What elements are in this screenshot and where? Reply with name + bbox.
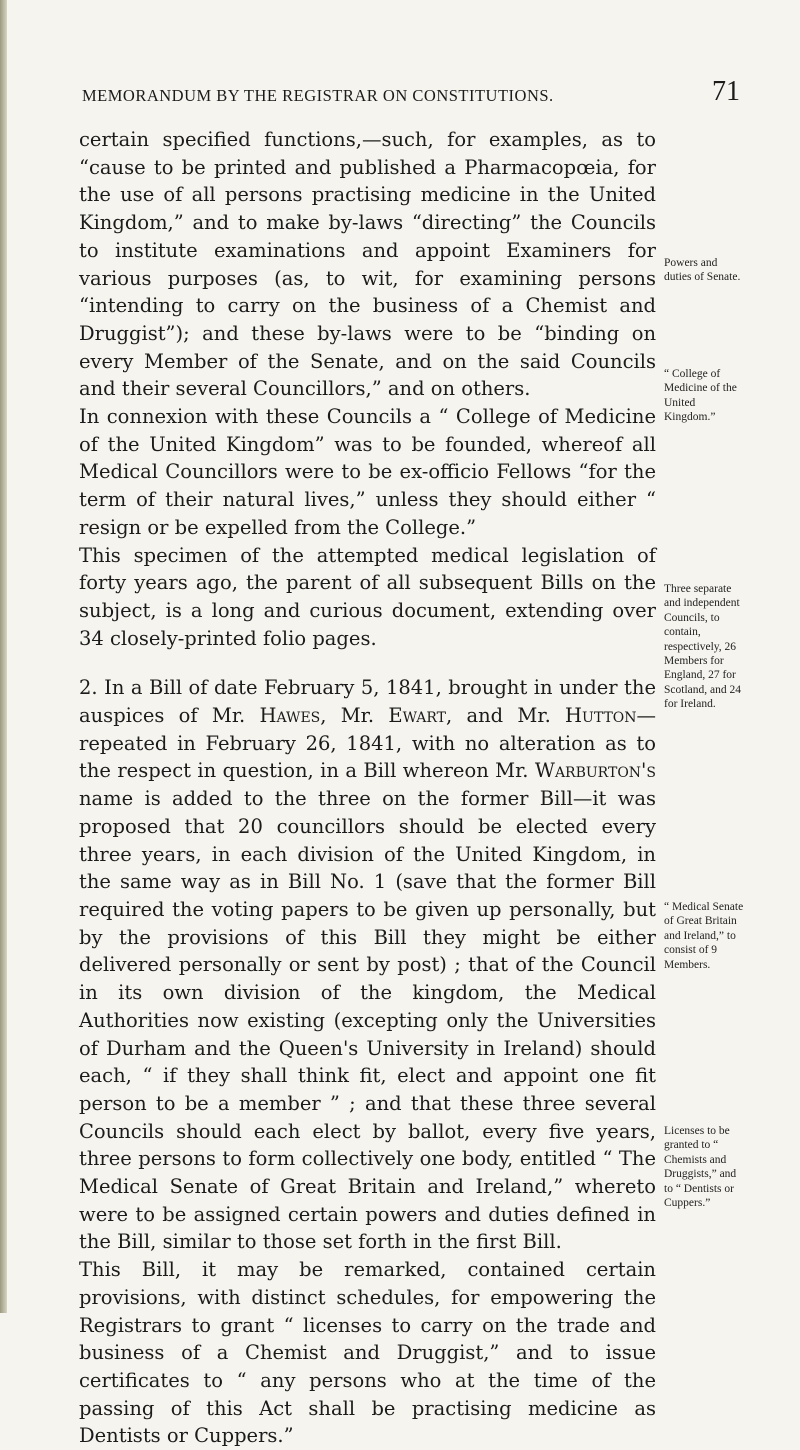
paragraph: This specimen of the attempted medical legislation of forty years ago, the parent of all subsequent Bills on the subject, is a long and curious document, extending over 34 closely-printed folio pages. [79, 543, 656, 650]
person-name: Hawes [259, 704, 321, 728]
person-name: Ewart [388, 704, 447, 728]
page-header [82, 76, 740, 116]
running-head: MEMORANDUM BY THE REGISTRAR ON CONSTITUTIONS. [82, 86, 554, 105]
margin-note-college: “ College of Medicine of the United Kingdom.” [664, 368, 737, 424]
page-number: 71 [712, 76, 740, 107]
text-run: name is added to the three on the former Bill—it was proposed that 20 councillors should be elected every three years, in each division of the United Kingdom, in the same way as in Bill No. 1 (save that the former Bill required the voting papers to be given up personally, but by the provisions of this Bill they might be either delivered personally or sent by post) ; that of the Council in its own division of the kingdom, the Medical Authorities now existing (excepting only the Universities of Durham and the Queen's University in Ireland) should each, “ if they shall think fit, elect and appoint one fit person to be a member ” ; and that these three several Councils should each elect by ballot, every five years, three persons to form collectively one body, entitled “ The Medical Senate of Great Britain and Ireland,” whereto were to be assigned certain powers and duties defined in the Bill, similar to those set forth in the first Bill. [79, 787, 656, 1254]
text-run: , Mr. [320, 704, 389, 728]
main-text [79, 126, 656, 1450]
margin-note-licenses: Licenses to be granted to “ Chemists and Druggists,” and to “ Dentists or Cuppers.” [664, 1125, 737, 1210]
paragraph: certain specified functions,—such, for examples, as to “cause to be printed and published a Pharmacopœia, for the use of all persons practising medicine in the United Kingdom,” and to make by-laws “directing” the Councils to institute examinations and appoint Examiners for various purposes (as, to wit, for examining persons “intending to carry on the business of a Chemist and Druggist”); and these by-laws were to be “binding on every Member of the Senate, and on the said Councils and their several Councillors,” and on others. [79, 128, 656, 401]
paragraph: This Bill, it may be remarked, contained certain provisions, with distinct schedules, for empowering the Registrars to grant “ licenses to carry on the trade and business of a Chemist and Druggist,” and to issue certificates to “ any persons who at the time of the passing of this Act shall be practising medicine as Dentists or Cuppers.” [79, 1258, 656, 1448]
paragraph [79, 674, 656, 1256]
paragraph: In connexion with these Councils a “ College of Medicine of the United Kingdom” was to be founded, whereof all Medical Councillors were to be ex-officio Fellows “for the term of their natural lives,” unless they should either “ resign or be expelled from the College.” [79, 405, 656, 539]
margin-note-medical-senate: “ Medical Senate of Great Britain and Ireland,” to consist of 9 Members. [664, 901, 744, 971]
text-run: —repeated in February 26, 1841, with no alteration as to the respect in question, in a Bill whereon Mr. [79, 704, 657, 783]
person-name: Hutton [565, 704, 637, 728]
page-edge-shadow [0, 0, 7, 1313]
margin-note-three-councils: Three separate and independent Councils, to contain, respectively, 26 Members for England, 27 for Scotland, and 24 for Ireland. [664, 583, 741, 711]
person-name: Warburton's [534, 759, 656, 783]
text-run: , and Mr. [446, 704, 566, 728]
text-run: 2. In a Bill of date February 5, 1841, brought in under the auspices of Mr. [79, 676, 656, 728]
margin-note-powers: Powers and duties of Senate. [664, 257, 741, 284]
